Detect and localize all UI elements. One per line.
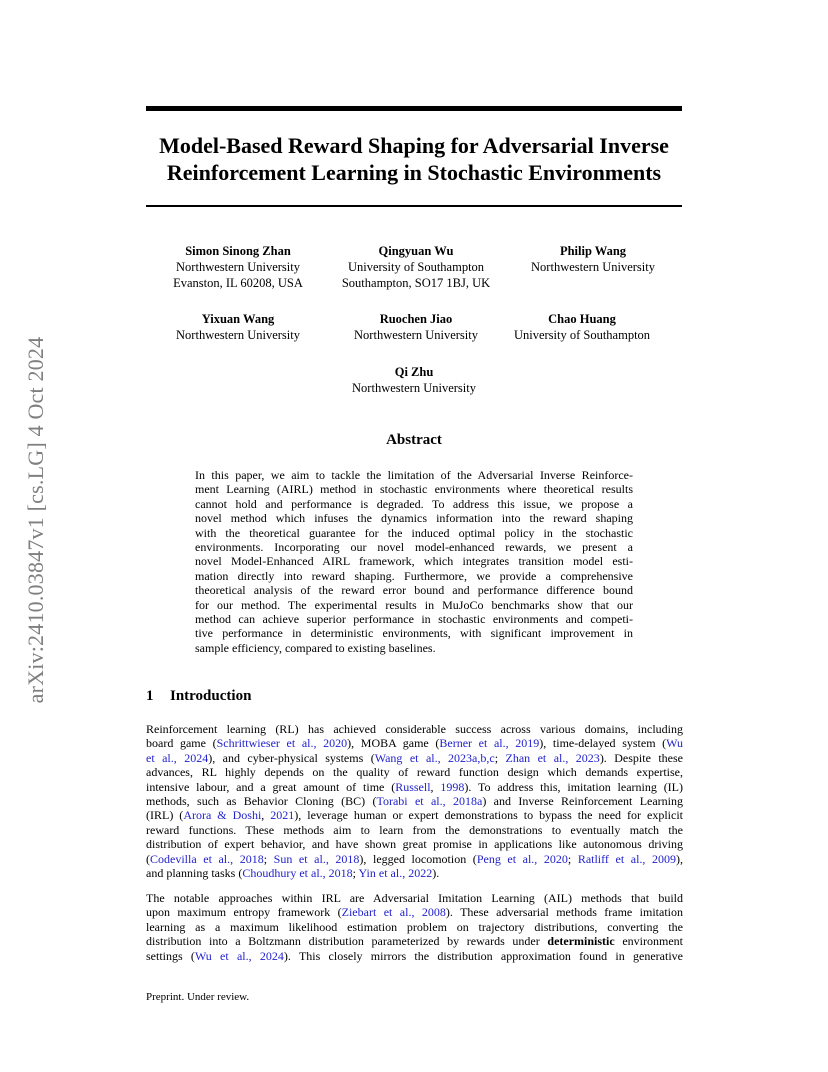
text-line: [146, 852, 683, 866]
author-affiliation: Northwestern University: [352, 381, 476, 395]
preprint-footer: Preprint. Under review.: [146, 991, 250, 1003]
body-text: (: [146, 851, 150, 866]
text-line: [146, 837, 683, 851]
author-affiliation: University of Southampton: [513, 328, 651, 342]
citation-link[interactable]: Peng et al., 2020: [476, 851, 568, 866]
body-text: ;: [263, 851, 274, 866]
body-text: learning as a maximum likelihood estimation problem on trajectory distributions, converting the: [146, 919, 683, 934]
author-affiliation: Northwestern University: [354, 328, 478, 342]
abstract-line: for our method. The experimental results in MuJoCo benchmarks show that our: [195, 597, 633, 612]
text-line: [146, 808, 683, 822]
abstract-line: with the theoretical guarantee for the induced optimal policy in the stochastic: [195, 525, 633, 540]
body-text: upon maximum entropy framework (: [146, 905, 342, 920]
body-text: (IRL) (: [146, 808, 184, 823]
body-text: ).: [432, 865, 440, 880]
author-block: [328, 243, 504, 291]
body-text: ;: [567, 851, 578, 866]
citation-link[interactable]: Ziebart et al., 2008: [341, 905, 446, 920]
body-text: settings (: [146, 948, 195, 963]
body-text: and planning tasks (: [146, 865, 243, 880]
body-text: ), time-delayed system (: [539, 736, 667, 751]
arxiv-identifier: arXiv:2410.03847v1 [cs.LG] 4 Oct 2024: [23, 336, 48, 704]
body-text: ,: [261, 808, 271, 823]
citation-link[interactable]: Wu et al., 2024: [194, 948, 284, 963]
citation-link[interactable]: 1998: [440, 779, 465, 794]
text-line: [146, 891, 683, 905]
text-line: [146, 866, 683, 880]
text-line: [146, 780, 683, 794]
author-name: Simon Sinong Zhan: [185, 244, 291, 258]
abstract-line: tive performance in deterministic environments, with significant improvement in: [195, 626, 633, 641]
abstract-line: sample efficiency, compared to existing baselines.: [195, 640, 436, 655]
author-affiliation: Northwestern University: [176, 260, 300, 274]
paper-title: [110, 132, 718, 186]
citation-link[interactable]: Yin et al., 2022: [358, 865, 433, 880]
body-text: methods, such as Behavior Cloning (BC) (: [146, 793, 377, 808]
body-text: ) and Inverse Reinforcement Learning: [482, 793, 684, 808]
abstract-line: novel method which infuses the dynamics information into the reward shaping: [195, 511, 633, 526]
body-text: ),: [676, 851, 683, 866]
author-affiliation: Northwestern University: [531, 260, 655, 274]
citation-link[interactable]: Codevilla et al., 2018: [150, 851, 264, 866]
title-bottom-rule: [146, 205, 682, 207]
section-number: 1: [146, 688, 154, 704]
title-line-2: Reinforcement Learning in Stochastic Environments: [166, 160, 662, 185]
author-block: [158, 243, 318, 291]
author-block: [500, 311, 664, 343]
citation-link[interactable]: Sun et al., 2018: [273, 851, 360, 866]
body-text: reward functions. These methods aim to learn from the demonstrations to eventually match the: [146, 822, 683, 837]
text-line: [146, 934, 683, 948]
author-block: [513, 243, 673, 275]
author-address: Evanston, IL 60208, USA: [173, 276, 303, 290]
title-top-rule: [146, 106, 682, 111]
abstract-line: mation directly into reward shaping. Furthermore, we provide a comprehensive: [195, 568, 633, 583]
body-text: ), MOBA game (: [347, 736, 440, 751]
author-address: Southampton, SO17 1BJ, UK: [341, 276, 491, 290]
text-line: [146, 823, 683, 837]
citation-link[interactable]: Zhan et al., 2023: [505, 750, 600, 765]
citation-link[interactable]: Berner et al., 2019: [439, 736, 540, 751]
citation-link[interactable]: Choudhury et al., 2018: [242, 865, 353, 880]
body-text: ), and cyber-physical systems (: [208, 750, 375, 765]
body-text: ). These adversarial methods frame imitation: [445, 905, 684, 920]
abstract-line: ment Learning (AIRL) method in stochastic environments where theoretical results: [195, 482, 633, 497]
text-line: [146, 905, 683, 919]
section-title: Introduction: [170, 688, 252, 704]
author-block: [334, 364, 494, 396]
text-line: [146, 920, 683, 934]
abstract-line: novel Model-Enhanced AIRL framework, which integrates transition model esti-: [195, 554, 633, 569]
author-affiliation: Northwestern University: [176, 328, 300, 342]
author-name: Ruochen Jiao: [379, 312, 453, 326]
abstract-line: In this paper, we aim to tackle the limitation of the Adversarial Inverse Reinforce-: [195, 468, 633, 482]
abstract-line: method can achieve superior performance in stochastic environments and competi-: [195, 611, 633, 626]
body-text: ,: [430, 779, 441, 794]
body-text: ), leverage human or expert demonstrations to bypass the need for explicit: [294, 808, 684, 823]
abstract-line: cannot hold and performance is degraded. To address this issue, we propose a: [195, 496, 633, 511]
body-text: intensive labour, and a great amount of time (: [146, 779, 396, 794]
abstract-line: theoretical analysis of the reward error bound and performance difference bound: [195, 583, 633, 598]
author-name: Qi Zhu: [394, 365, 434, 379]
abstract-line: environments. Incorporating our novel model-enhanced rewards, we present a: [195, 539, 633, 554]
body-text: environment: [614, 934, 683, 949]
author-affiliation: University of Southampton: [347, 260, 485, 274]
body-text: The notable approaches within IRL are Adversarial Imitation Learning (AIL) methods that build: [146, 891, 683, 905]
emphasis-text: deterministic: [547, 934, 615, 949]
body-text: ;: [352, 865, 359, 880]
author-name: Chao Huang: [548, 312, 616, 326]
citation-link[interactable]: Ratliff et al., 2009: [577, 851, 676, 866]
body-text: board game (: [146, 736, 217, 751]
author-block: [158, 311, 318, 343]
citation-link[interactable]: Torabi et al., 2018a: [376, 793, 483, 808]
citation-link[interactable]: et al., 2024: [146, 750, 209, 765]
text-line: [146, 751, 683, 765]
author-name: Philip Wang: [559, 244, 627, 258]
body-text: distribution of expert behavior, and have shown great promise in applications like autonomous driving: [146, 837, 683, 852]
title-line-1: Model-Based Reward Shaping for Adversarial Inverse: [159, 133, 669, 158]
body-text: ;: [494, 750, 506, 765]
body-text: distribution into a Boltzmann distribution parameterized by rewards under: [146, 934, 548, 949]
citation-link[interactable]: Arora & Doshi: [183, 808, 262, 823]
body-text: ). This closely mirrors the distribution approximation found in generative: [283, 948, 683, 963]
text-line: [146, 765, 683, 779]
text-line: [146, 722, 683, 736]
body-text: Reinforcement learning (RL) has achieved considerable success across various domains, including: [146, 722, 683, 736]
intro-paragraph-1: [146, 722, 683, 880]
body-text: ), legged locomotion (: [359, 851, 477, 866]
section-heading: [146, 688, 251, 705]
citation-link[interactable]: Wang et al., 2023a,b,c: [374, 750, 495, 765]
author-name: Qingyuan Wu: [378, 244, 454, 258]
abstract-heading: Abstract: [386, 432, 442, 448]
intro-paragraph-2: [146, 891, 683, 963]
body-text: ). Despite these: [599, 750, 684, 765]
citation-link[interactable]: 2021: [270, 808, 295, 823]
body-text: advances, RL highly depends on the quality of reward function design which demands expertise,: [146, 765, 683, 780]
citation-link[interactable]: Wu: [666, 736, 684, 751]
author-block: [328, 311, 504, 343]
text-line: [146, 794, 683, 808]
citation-link[interactable]: Schrittwieser et al., 2020: [216, 736, 348, 751]
abstract-text: [195, 468, 633, 655]
text-line: [146, 736, 683, 750]
citation-link[interactable]: Russell: [395, 779, 431, 794]
body-text: ). To address this, imitation learning (IL): [464, 779, 684, 794]
text-line: [146, 949, 683, 963]
author-name: Yixuan Wang: [201, 312, 275, 326]
